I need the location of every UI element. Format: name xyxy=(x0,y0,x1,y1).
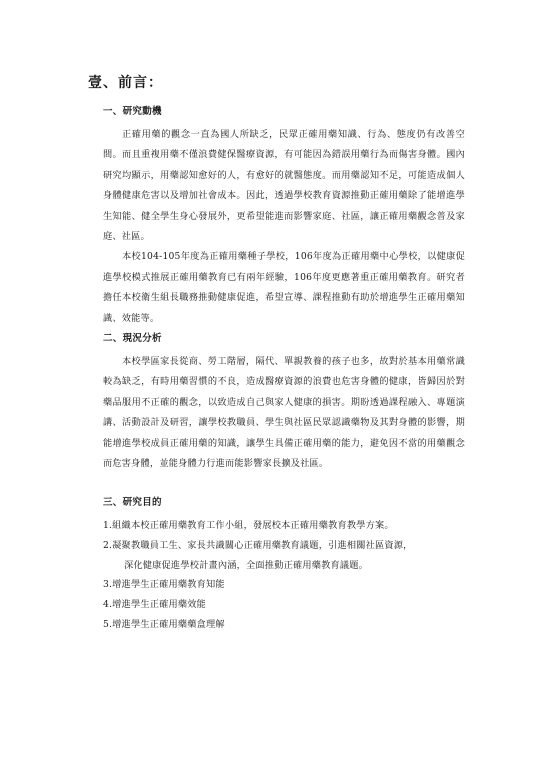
paragraph: 正確用藥的觀念一直為國人所缺乏，民眾正確用藥知識、行為、態度仍有改善空間。而且重複用藥不僅浪費健保醫療資源，有可能因為錯誤用藥行為而傷害身體。國內研究均顯示，用藥認知愈好的人，有愈好的就醫態度。而用藥認知不足，可能造成個人身體健康危害以及增加社會成本。因此，透過學校教育資源推動正確用藥除了能增進學生知能、健全學生身心發展外，更希望能進而影響家庭、社區，讓正確用藥觀念普及家庭、社區。 xyxy=(103,129,465,243)
paragraph: 本校104-105年度為正確用藥種子學校，106年度為正確用藥中心學校，以健康促進學校模式推展正確用藥教育已有兩年經驗，106年度更應著重正確用藥教育。研究者擔任本校衛生組長職務推動健康促進，希望宣導、課程推動有助於增進學生正確用藥知識、效能等。 xyxy=(103,251,465,324)
purpose-list-item: 1.組織本校正確用藥教育工作小組，發展校本正確用藥教育教學方案。 xyxy=(103,520,394,531)
paragraph: 本校學區家長從商、勞工階層，隔代、單親教養的孩子也多，故對於基本用藥常識較為缺乏，有時用藥習慣的不良，造成醫療資源的浪費也危害身體的健康，皆歸因於對藥品服用不正確的觀念，以致造成自己與家人健康的損害。期盼透過課程融入、專題演講、活動設計及研習，讓學校教職員、學生與社區民眾認識藥物及其對身體的影響，期能增進學校成員正確用藥的知識，讓學生具備正確用藥的能力，避免因不當的用藥觀念而危害身體，並能身體力行進而能影響家長擴及社區。 xyxy=(103,356,465,470)
section-research-purpose xyxy=(103,494,465,635)
section-current-analysis xyxy=(103,330,465,474)
chapter-title: 壹、前言： xyxy=(88,75,163,91)
section-heading: 二、現況分析 xyxy=(103,333,162,344)
section-heading: 三、研究目的 xyxy=(103,497,162,508)
section-heading: 一、研究動機 xyxy=(103,106,162,117)
purpose-list-item: 2.凝聚教職員工生、家長共識關心正確用藥教育議題，引進相關社區資源， xyxy=(103,539,413,551)
section-research-motivation xyxy=(103,103,465,329)
purpose-list-item: 5.增進學生正確用藥藥盒理解 xyxy=(103,618,225,630)
purpose-list-item: 4.增進學生正確用藥效能 xyxy=(103,599,207,611)
purpose-list-item-continuation: 深化健康促進學校計畫內涵，全面推動正確用藥教育議題。 xyxy=(124,559,369,571)
purpose-list-item: 3.增進學生正確用藥教育知能 xyxy=(103,579,225,591)
